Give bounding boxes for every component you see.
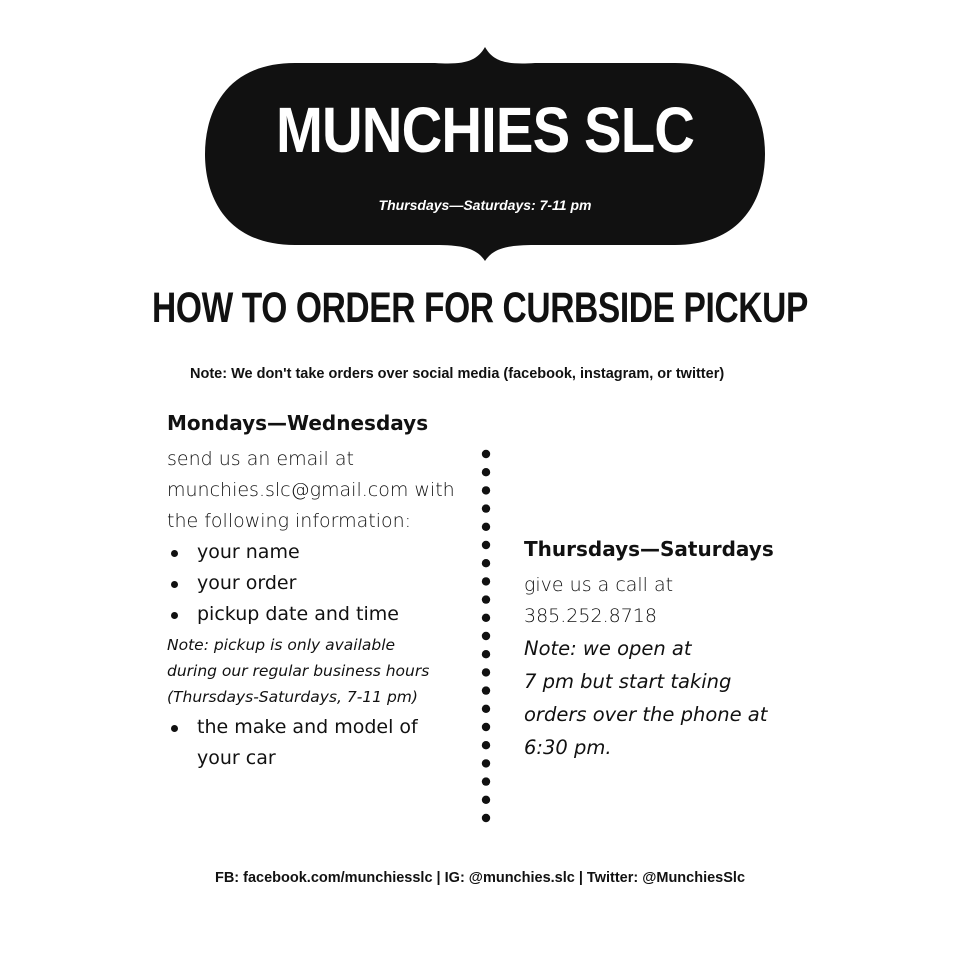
email-address-line: munchies.slc@gmail.com with xyxy=(167,479,455,501)
list-item-line: the make and model of xyxy=(197,716,418,738)
brand-title: MUNCHIES SLC xyxy=(275,94,695,166)
divider-dot xyxy=(482,486,490,494)
list-item xyxy=(167,712,467,774)
phone-note-line: Note: we open at xyxy=(524,637,692,660)
list-item: pickup date and time xyxy=(167,599,467,630)
pickup-note-line: (Thursdays-Saturdays, 7-11 pm) xyxy=(167,688,418,706)
email-intro-line: send us an email at xyxy=(167,448,354,470)
divider-dot xyxy=(482,541,490,549)
email-intro-line: the following information: xyxy=(167,510,412,532)
divider-dot xyxy=(482,705,490,713)
list-item: your order xyxy=(167,568,467,599)
divider-dot xyxy=(482,468,490,476)
divider-dot xyxy=(482,632,490,640)
page-headline: HOW TO ORDER FOR CURBSIDE PICKUP xyxy=(152,284,808,332)
divider-dot xyxy=(482,650,490,658)
divider-dot xyxy=(482,741,490,749)
divider-dot xyxy=(482,614,490,622)
divider-dot xyxy=(482,777,490,785)
pickup-note-line: Note: pickup is only available xyxy=(167,636,396,654)
divider-dot xyxy=(482,595,490,603)
divider-dot xyxy=(482,523,490,531)
header-badge xyxy=(205,45,765,263)
pickup-note xyxy=(167,632,467,710)
dotted-divider xyxy=(481,449,491,824)
mon-wed-section xyxy=(167,408,467,774)
divider-dot xyxy=(482,668,490,676)
divider-dot xyxy=(482,577,490,585)
divider-dot xyxy=(482,559,490,567)
phone-note-line: 7 pm but start taking xyxy=(524,670,732,693)
divider-dot xyxy=(482,504,490,512)
divider-dot xyxy=(482,796,490,804)
pickup-note-line: during our regular business hours xyxy=(167,662,430,680)
social-media-note: Note: We don't take orders over social media (facebook, instagram, or twitter) xyxy=(190,366,725,382)
divider-dot xyxy=(482,686,490,694)
call-intro-line: give us a call at xyxy=(524,574,674,596)
phone-number: 385.252.8718 xyxy=(524,605,657,627)
required-info-list xyxy=(167,537,467,630)
divider-dot xyxy=(482,759,490,767)
required-info-list-continued xyxy=(167,712,467,774)
social-links-footer: FB: facebook.com/munchiesslc | IG: @munchies.slc | Twitter: @MunchiesSlc xyxy=(214,870,746,886)
divider-dot xyxy=(482,814,490,822)
thu-sat-section xyxy=(524,534,814,764)
phone-note-line: orders over the phone at xyxy=(524,703,768,726)
divider-dot xyxy=(482,450,490,458)
list-item-line: your car xyxy=(197,747,276,769)
list-item: your name xyxy=(167,537,467,568)
divider-dot xyxy=(482,723,490,731)
phone-note-line: 6:30 pm. xyxy=(524,736,612,759)
business-hours: Thursdays—Saturdays: 7-11 pm xyxy=(378,197,592,213)
thu-sat-title: Thursdays—Saturdays xyxy=(524,537,774,561)
mon-wed-title: Mondays—Wednesdays xyxy=(167,411,429,435)
